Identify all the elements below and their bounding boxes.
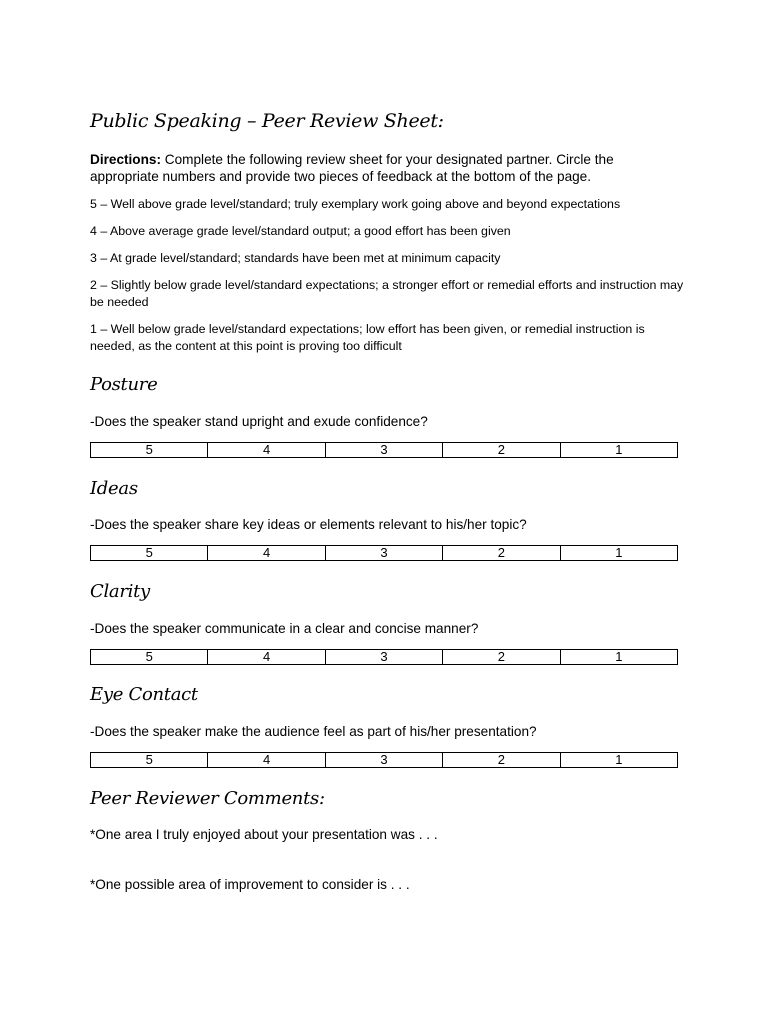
rating-2[interactable]: 2 bbox=[443, 443, 560, 457]
comments-heading: Peer Reviewer Comments: bbox=[90, 788, 325, 809]
section-heading-ideas: Ideas bbox=[90, 478, 138, 499]
comment-prompt-improvement: *One possible area of improvement to consider is . . . bbox=[90, 877, 410, 892]
rubric-item-2: 2 – Slightly below grade level/standard expectations; a stronger effort or remedial efforts and instruction may be needed bbox=[90, 278, 684, 309]
rating-1[interactable]: 1 bbox=[615, 649, 623, 664]
question-clarity: -Does the speaker communicate in a clear and concise manner? bbox=[90, 621, 479, 636]
rating-3[interactable]: 3 bbox=[326, 753, 443, 767]
question-posture: -Does the speaker stand upright and exude confidence? bbox=[90, 414, 428, 429]
rating-scale-eye-contact bbox=[90, 752, 678, 768]
directions-label: Directions: bbox=[90, 152, 162, 167]
rubric-item-3: 3 – At grade level/standard; standards have been met at minimum capacity bbox=[90, 251, 501, 265]
comment-prompt-enjoyed: *One area I truly enjoyed about your presentation was . . . bbox=[90, 827, 438, 842]
rating-4[interactable]: 4 bbox=[208, 650, 325, 664]
section-heading-eye-contact: Eye Contact bbox=[90, 684, 198, 705]
rating-3[interactable]: 3 bbox=[326, 443, 443, 457]
rubric-item-5: 5 – Well above grade level/standard; truly exemplary work going above and beyond expectations bbox=[90, 197, 621, 211]
rating-5[interactable]: 5 bbox=[91, 753, 208, 767]
rating-4[interactable]: 4 bbox=[208, 443, 325, 457]
rating-scale-posture bbox=[90, 442, 678, 458]
section-heading-clarity: Clarity bbox=[90, 581, 150, 602]
rubric-item-4: 4 – Above average grade level/standard output; a good effort has been given bbox=[90, 224, 511, 238]
rating-5[interactable]: 5 bbox=[91, 650, 208, 664]
rating-3[interactable]: 3 bbox=[326, 546, 443, 560]
page-title: Public Speaking – Peer Review Sheet: bbox=[90, 110, 444, 132]
rating-scale-clarity bbox=[90, 649, 678, 665]
directions bbox=[90, 151, 680, 185]
rating-5[interactable]: 5 bbox=[91, 546, 208, 560]
rating-2[interactable]: 2 bbox=[443, 546, 560, 560]
rating-1[interactable]: 1 bbox=[615, 752, 623, 767]
rating-2[interactable]: 2 bbox=[443, 650, 560, 664]
rubric-item-1: 1 – Well below grade level/standard expectations; low effort has been given, or remedial instruction is needed, as the content at this point is proving too difficult bbox=[90, 322, 645, 353]
question-eye-contact: -Does the speaker make the audience feel as part of his/her presentation? bbox=[90, 724, 537, 739]
directions-text: Complete the following review sheet for your designated partner. Circle the appropriate numbers and provide two pieces of feedback at the bottom of the page. bbox=[90, 152, 614, 184]
rating-1[interactable]: 1 bbox=[615, 545, 623, 560]
section-heading-posture: Posture bbox=[90, 374, 158, 395]
rating-3[interactable]: 3 bbox=[326, 650, 443, 664]
rating-4[interactable]: 4 bbox=[208, 753, 325, 767]
rating-5[interactable]: 5 bbox=[91, 443, 208, 457]
rating-2[interactable]: 2 bbox=[443, 753, 560, 767]
question-ideas: -Does the speaker share key ideas or elements relevant to his/her topic? bbox=[90, 517, 527, 532]
rating-scale-ideas bbox=[90, 545, 678, 561]
rating-1[interactable]: 1 bbox=[615, 442, 623, 457]
rating-4[interactable]: 4 bbox=[208, 546, 325, 560]
